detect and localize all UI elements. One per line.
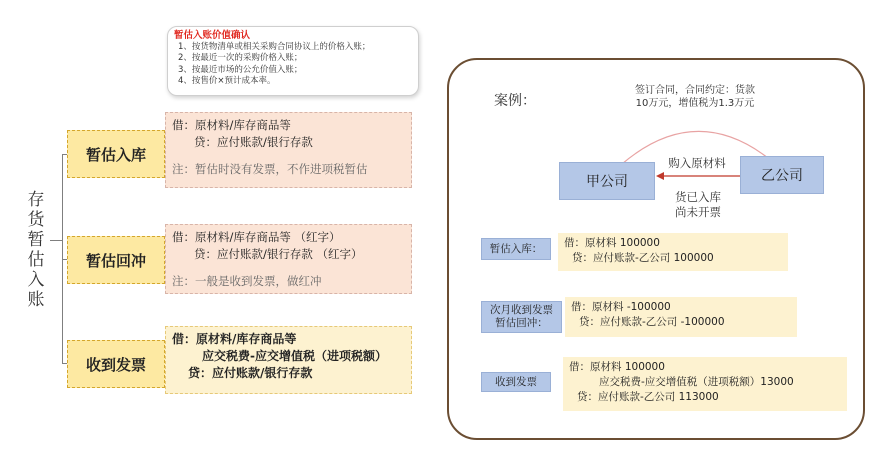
- arrival-line: 货已入库: [675, 190, 721, 204]
- case-tag-invoice: [481, 372, 551, 392]
- case-entry-line: 应交税费-应交增值税（进项税额）13000: [599, 376, 794, 388]
- step-label: 暂估回冲: [85, 251, 146, 270]
- step-label: 暂估入库: [85, 145, 146, 164]
- callout-item: 2、按最近一次的采购价格入账；: [178, 53, 303, 63]
- case-entry-line: 贷：应付账款-乙公司 100000: [572, 252, 714, 264]
- step-detail-estimate: [165, 112, 412, 188]
- title-char: 账: [27, 290, 45, 310]
- step-box-estimate: [67, 130, 165, 178]
- case-tag-label: 暂估入库：: [489, 242, 543, 255]
- contract-line: 签订合同，合同约定：货款: [635, 85, 755, 96]
- case-tag-line: 暂估回冲：: [495, 317, 548, 329]
- case-entry-line: 贷：应付账款-乙公司 -100000: [579, 316, 725, 328]
- company-b-label: 乙公司: [761, 168, 803, 184]
- goods-arrowhead: [656, 172, 664, 180]
- callout-item: 3、按最近市场的公允价值入账；: [178, 64, 303, 75]
- entry-line: 贷：应付账款/银行存款: [194, 135, 313, 149]
- case-entry-reversal: [565, 297, 797, 337]
- contract-note: [620, 84, 770, 110]
- case-entry-line: 借：原材料 -100000: [571, 301, 671, 313]
- title-char: 货: [27, 210, 45, 230]
- step-label: 收到发票: [85, 355, 146, 374]
- callout-title: 暂估入账价值确认: [174, 30, 251, 41]
- entry-line: 借：原材料/库存商品等 （红字）: [172, 230, 341, 244]
- company-a-box: [559, 162, 655, 200]
- callout-item: 1、按货物清单或相关采购合同协议上的价格入账；: [178, 41, 371, 52]
- entry-line: 应交税费-应交增值税（进项税额）: [202, 349, 387, 363]
- step-box-invoice: [67, 340, 165, 388]
- case-label: 案例：: [494, 93, 536, 109]
- entry-line: 借：原材料/库存商品等: [172, 332, 297, 346]
- case-tag-label: 收到发票: [495, 375, 537, 388]
- main-title: [22, 190, 50, 310]
- entry-line: 贷：应付账款/银行存款 （红字）: [194, 247, 363, 261]
- case-tag-reversal: [481, 301, 562, 333]
- step-note: 注：一般是收到发票，做红冲: [172, 274, 322, 288]
- case-entry-line: 借：原材料 100000: [564, 237, 660, 249]
- callout-item: 4、按售价×预计成本率。: [178, 76, 276, 86]
- bracket-stem-line: [50, 240, 62, 241]
- arrival-note: [666, 190, 730, 220]
- step-box-reversal: [67, 236, 165, 284]
- step-note: 注：暂估时没有发票，不作进项税暂估: [172, 162, 368, 176]
- arrival-line: 尚未开票: [675, 205, 721, 219]
- entry-line: 借：原材料/库存商品等: [172, 118, 291, 132]
- entry-line: 贷：应付账款/银行存款: [188, 366, 313, 380]
- case-tag-line: 次月收到发票: [490, 304, 553, 316]
- case-tag-estimate: [481, 238, 551, 260]
- step-detail-reversal: [165, 224, 412, 294]
- contract-line: 10万元，增值税为1.3万元: [635, 98, 755, 109]
- case-entry-invoice: [563, 357, 847, 411]
- title-char: 入: [27, 270, 45, 290]
- company-a-label: 甲公司: [586, 174, 628, 190]
- case-entry-estimate: [558, 233, 788, 271]
- valuation-callout: [167, 26, 419, 96]
- case-entry-line: 贷：应付账款-乙公司 113000: [577, 391, 719, 403]
- title-char: 存: [27, 190, 45, 210]
- title-char: 暂: [27, 230, 45, 250]
- step-detail-invoice: [165, 326, 412, 394]
- buy-label: 购入原材料: [668, 156, 726, 170]
- case-entry-line: 借：原材料 100000: [569, 361, 665, 373]
- company-b-box: [740, 156, 824, 194]
- title-char: 估: [27, 250, 45, 270]
